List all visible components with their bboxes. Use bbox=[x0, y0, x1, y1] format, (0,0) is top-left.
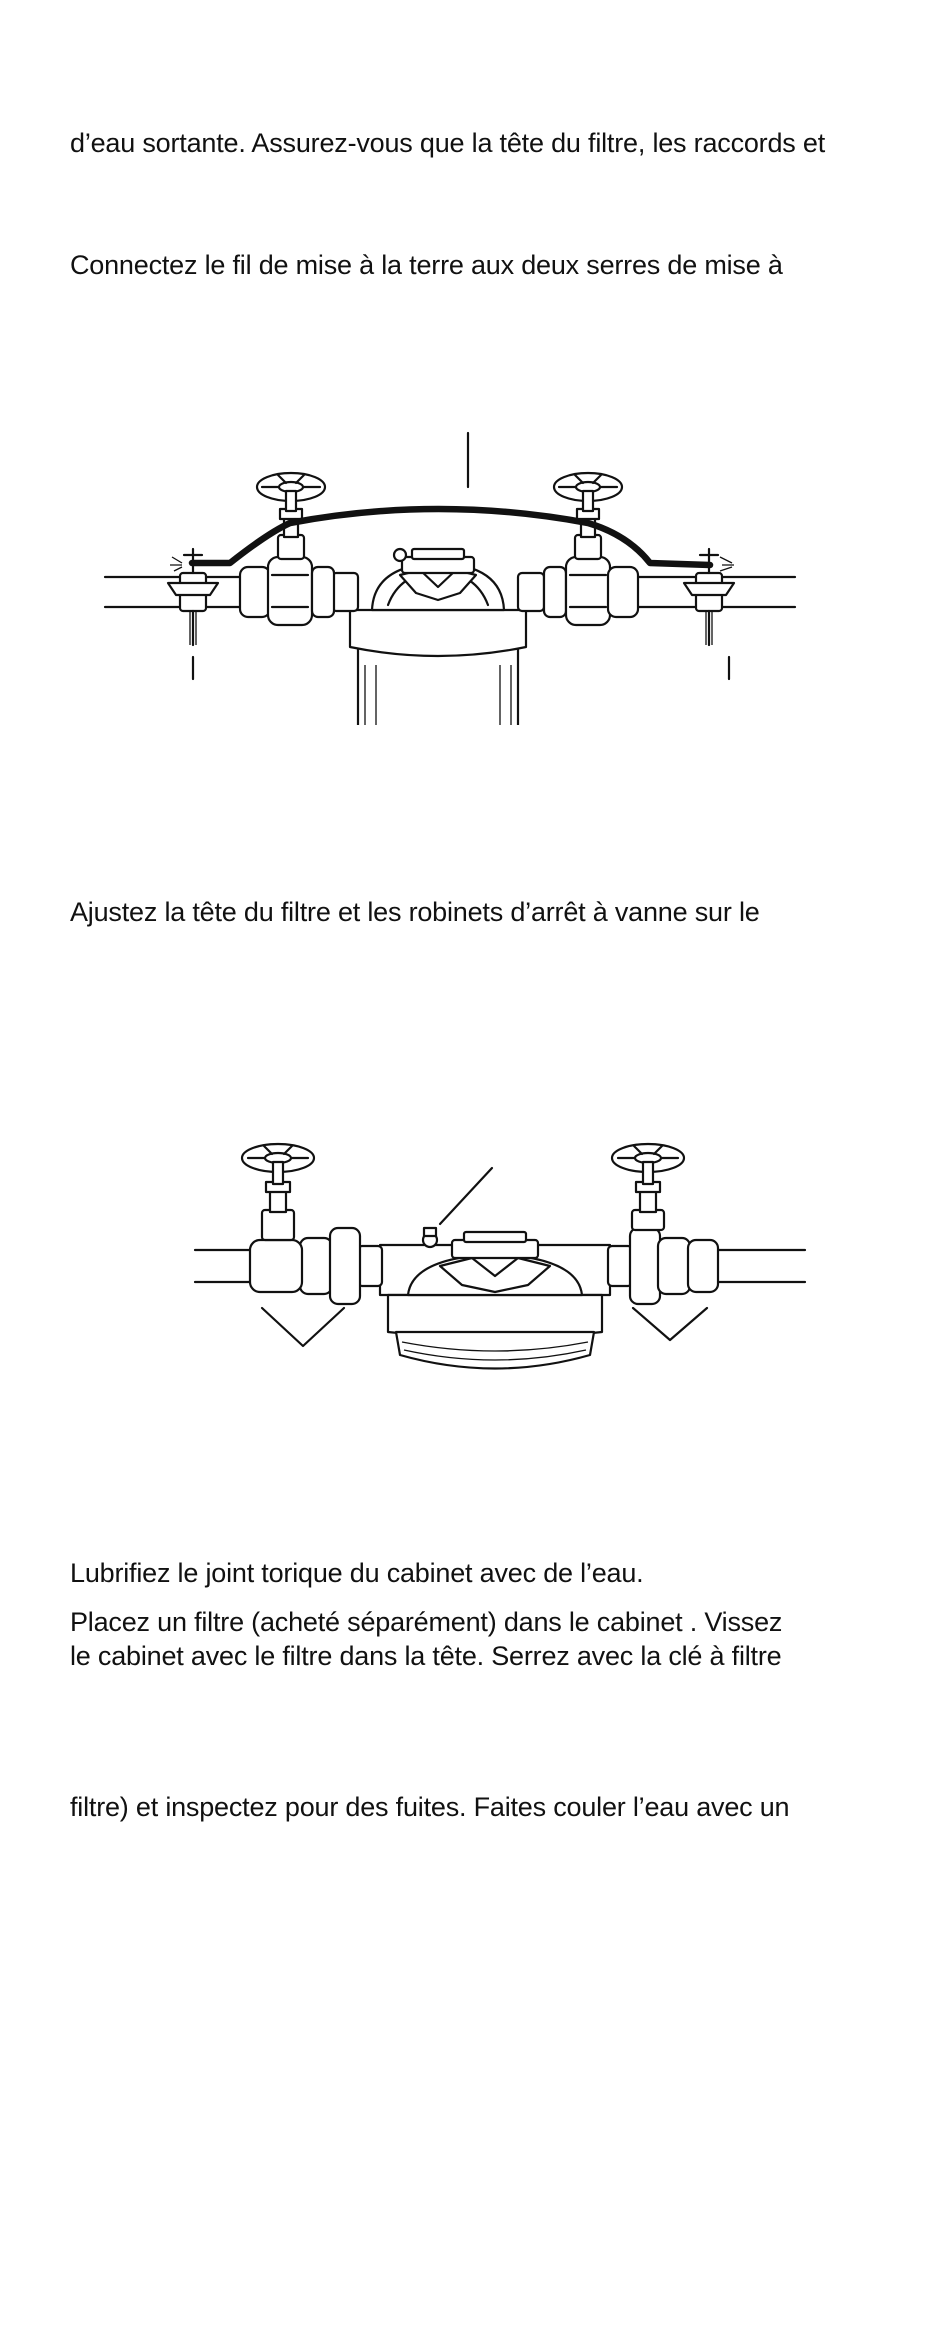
filter-grounding-wire-illustration bbox=[100, 425, 800, 725]
grounding-figure bbox=[100, 425, 800, 725]
paragraph-outgoing-water: d’eau sortante. Assurez-vous que la tête du filtre, les raccords et bbox=[70, 128, 826, 158]
filter-head-valve-alignment-illustration bbox=[190, 1120, 830, 1420]
paragraph-place-filter-line2: le cabinet avec le filtre dans la tête. Serrez avec la clé à filtre bbox=[70, 1641, 782, 1671]
paragraph-lubricate-oring: Lubrifiez le joint torique du cabinet avec de l’eau. bbox=[70, 1558, 644, 1588]
paragraph-ground-wire: Connectez le fil de mise à la terre aux deux serres de mise à bbox=[70, 250, 783, 280]
paragraph-place-filter-line1: Placez un filtre (acheté séparément) dans le cabinet . Vissez bbox=[70, 1607, 783, 1637]
valve-alignment-figure bbox=[190, 1120, 830, 1420]
paragraph-adjust-filter-head: Ajustez la tête du filtre et les robinets d’arrêt à vanne sur le bbox=[70, 897, 760, 927]
paragraph-inspect-leaks: filtre) et inspectez pour des fuites. Faites couler l’eau avec un bbox=[70, 1792, 790, 1822]
